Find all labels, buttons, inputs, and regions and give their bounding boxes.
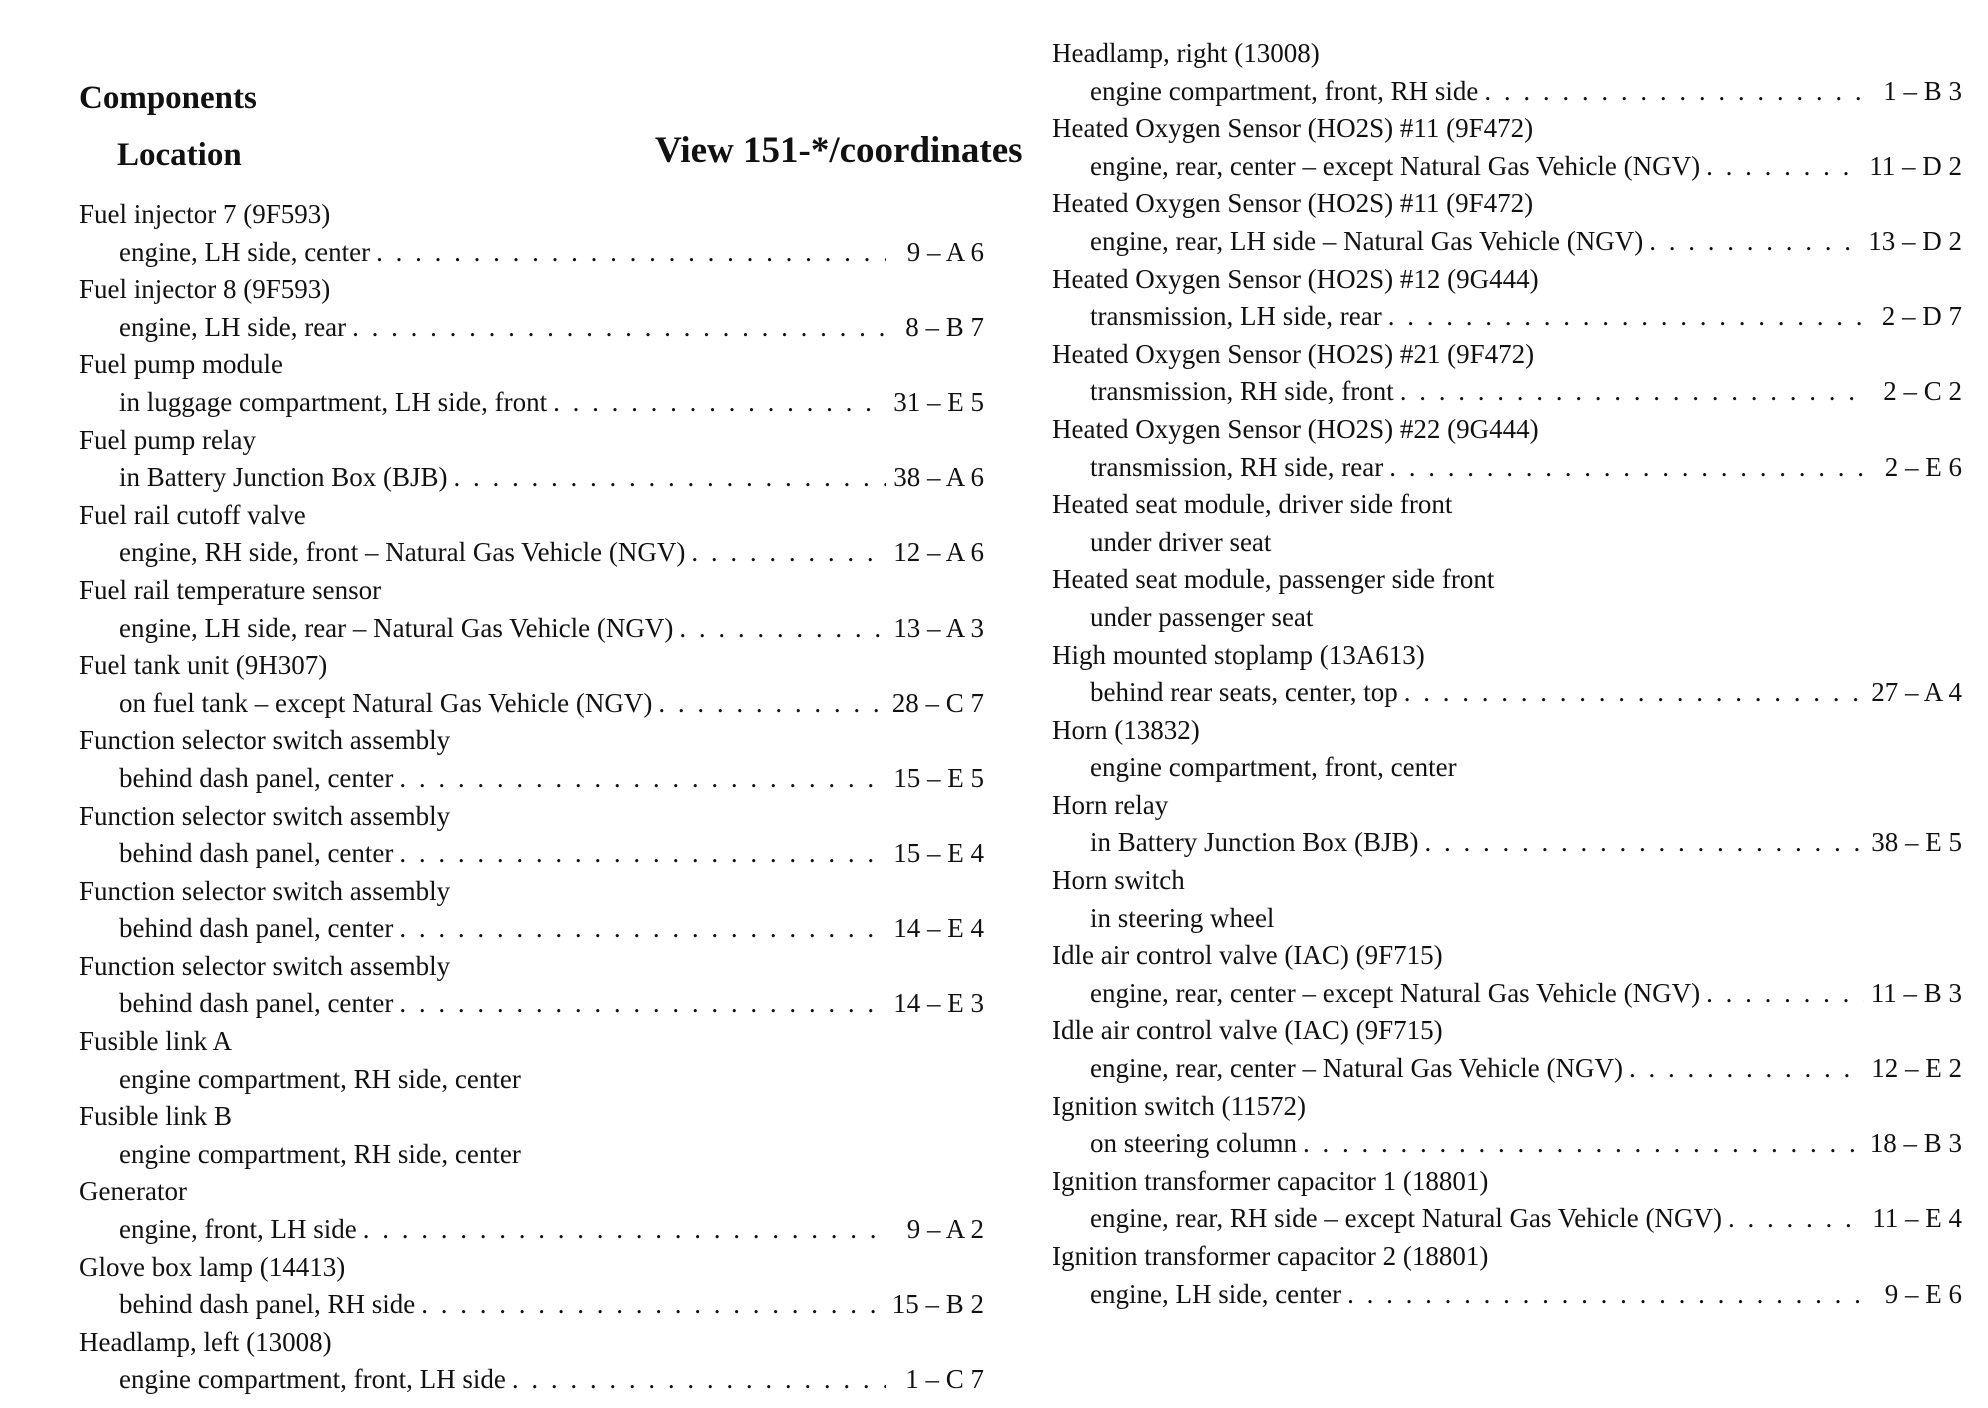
dot-leader bbox=[1706, 148, 1863, 186]
component-name: Heated Oxygen Sensor (HO2S) #12 (9G444) bbox=[1052, 263, 1539, 294]
component-entry bbox=[79, 1098, 984, 1173]
dot-leader bbox=[1400, 373, 1864, 411]
component-location: in steering wheel bbox=[1090, 902, 1275, 933]
component-coordinates: 38 – E 5 bbox=[1871, 827, 1962, 858]
component-name: Heated Oxygen Sensor (HO2S) #22 (9G444) bbox=[1052, 413, 1539, 444]
component-name: Heated seat module, passenger side front bbox=[1052, 564, 1495, 595]
dot-leader bbox=[691, 534, 886, 572]
component-coordinates: 13 – A 3 bbox=[893, 612, 984, 643]
component-location: engine, rear, center – except Natural Gas Vehicle (NGV) bbox=[1090, 977, 1701, 1008]
dot-leader bbox=[1484, 73, 1864, 111]
dot-leader bbox=[679, 610, 886, 648]
component-name: Fuel injector 7 (9F593) bbox=[79, 199, 331, 229]
component-location: engine, LH side, center bbox=[119, 236, 371, 267]
component-name: Fuel injector 8 (9F593) bbox=[79, 274, 331, 305]
component-coordinates: 14 – E 3 bbox=[893, 988, 984, 1019]
component-entry bbox=[79, 1324, 984, 1399]
component-name: Heated Oxygen Sensor (HO2S) #11 (9F472) bbox=[1052, 188, 1534, 219]
component-location: in luggage compartment, LH side, front bbox=[119, 386, 548, 417]
component-coordinates: 27 – A 4 bbox=[1871, 677, 1962, 708]
component-location: in Battery Junction Box (BJB) bbox=[119, 462, 448, 493]
component-location: under passenger seat bbox=[1090, 601, 1314, 632]
component-location: behind rear seats, center, top bbox=[1090, 677, 1398, 708]
component-location: engine compartment, front, LH side bbox=[119, 1364, 506, 1395]
component-coordinates: 9 – E 6 bbox=[1884, 1278, 1962, 1309]
component-entry bbox=[1052, 486, 1962, 561]
component-coordinates: 38 – A 6 bbox=[893, 462, 984, 493]
dot-leader bbox=[453, 459, 886, 497]
dot-leader bbox=[1424, 824, 1864, 862]
component-location: transmission, LH side, rear bbox=[1090, 301, 1382, 332]
component-name: Headlamp, right (13008) bbox=[1052, 38, 1320, 68]
component-entry bbox=[1052, 110, 1962, 185]
dot-leader bbox=[1389, 449, 1864, 487]
component-entry bbox=[79, 798, 984, 873]
dot-leader bbox=[376, 234, 886, 272]
component-entry bbox=[1052, 185, 1962, 260]
component-name: Fusible link B bbox=[79, 1101, 233, 1132]
component-location: under driver seat bbox=[1090, 526, 1272, 557]
component-entry bbox=[79, 196, 984, 271]
component-entry bbox=[79, 948, 984, 1023]
location-heading: Location bbox=[117, 137, 242, 173]
component-entry bbox=[1052, 1238, 1962, 1313]
component-name: Fusible link A bbox=[79, 1026, 233, 1057]
component-name: Ignition transformer capacitor 2 (18801) bbox=[1052, 1241, 1489, 1271]
component-coordinates: 11 – D 2 bbox=[1869, 150, 1962, 181]
component-name: Fuel rail cutoff valve bbox=[79, 499, 306, 530]
component-entry bbox=[1052, 35, 1962, 110]
component-coordinates: 18 – B 3 bbox=[1869, 1128, 1962, 1159]
component-name: Ignition transformer capacitor 1 (18801) bbox=[1052, 1165, 1489, 1196]
component-entry bbox=[79, 422, 984, 497]
component-location: engine compartment, RH side, center bbox=[119, 1138, 521, 1169]
component-entry bbox=[79, 346, 984, 421]
dot-leader bbox=[512, 1361, 886, 1399]
dot-leader bbox=[1629, 1050, 1864, 1088]
dot-leader bbox=[1347, 1276, 1864, 1314]
dot-leader bbox=[658, 685, 885, 723]
components-heading: Components bbox=[79, 80, 257, 116]
dot-leader bbox=[1404, 674, 1864, 712]
component-entry bbox=[79, 271, 984, 346]
left-column bbox=[79, 196, 984, 1399]
component-location: engine, rear, LH side – Natural Gas Vehicle (NGV) bbox=[1090, 225, 1644, 256]
component-coordinates: 15 – E 5 bbox=[893, 762, 984, 793]
component-entry bbox=[79, 647, 984, 722]
component-entry bbox=[1052, 1163, 1962, 1238]
component-entry bbox=[1052, 411, 1962, 486]
component-entry bbox=[1052, 787, 1962, 862]
component-location: in Battery Junction Box (BJB) bbox=[1090, 827, 1419, 858]
dot-leader bbox=[352, 309, 886, 347]
dot-leader bbox=[399, 835, 886, 873]
component-location: engine, LH side, rear – Natural Gas Vehicle (NGV) bbox=[119, 612, 674, 643]
component-name: Horn (13832) bbox=[1052, 714, 1200, 745]
component-coordinates: 1 – B 3 bbox=[1883, 75, 1962, 106]
component-name: Function selector switch assembly bbox=[79, 800, 451, 831]
component-name: Heated Oxygen Sensor (HO2S) #21 (9F472) bbox=[1052, 338, 1535, 369]
component-entry bbox=[1052, 862, 1962, 937]
component-name: Idle air control valve (IAC) (9F715) bbox=[1052, 1015, 1443, 1046]
component-name: Fuel tank unit (9H307) bbox=[79, 650, 328, 681]
dot-leader bbox=[1649, 223, 1862, 261]
component-entry bbox=[1052, 261, 1962, 336]
component-location: engine, rear, RH side – except Natural Gas Vehicle (NGV) bbox=[1090, 1203, 1722, 1234]
component-name: Fuel rail temperature sensor bbox=[79, 574, 382, 605]
component-location: transmission, RH side, front bbox=[1090, 376, 1394, 407]
dot-leader bbox=[399, 760, 886, 798]
component-coordinates: 9 – A 6 bbox=[906, 236, 984, 267]
component-coordinates: 2 – C 2 bbox=[1883, 376, 1962, 407]
component-name: Heated seat module, driver side front bbox=[1052, 489, 1453, 520]
component-location: engine compartment, front, center bbox=[1090, 752, 1457, 783]
component-name: Idle air control valve (IAC) (9F715) bbox=[1052, 940, 1443, 971]
component-entry bbox=[1052, 937, 1962, 1012]
component-entry bbox=[1052, 1088, 1962, 1163]
component-entry bbox=[79, 497, 984, 572]
component-location: engine, front, LH side bbox=[119, 1214, 357, 1245]
dot-leader bbox=[1728, 1200, 1864, 1238]
component-entry bbox=[79, 873, 984, 948]
right-column bbox=[1052, 35, 1962, 1313]
component-location: behind dash panel, RH side bbox=[119, 1289, 416, 1320]
component-name: High mounted stoplamp (13A613) bbox=[1052, 639, 1425, 670]
component-entry bbox=[79, 722, 984, 797]
dot-leader bbox=[1388, 298, 1864, 336]
component-coordinates: 2 – D 7 bbox=[1881, 301, 1962, 332]
component-name: Horn relay bbox=[1052, 789, 1169, 820]
component-coordinates: 31 – E 5 bbox=[893, 386, 984, 417]
component-location: engine, RH side, front – Natural Gas Vehicle (NGV) bbox=[119, 537, 686, 568]
component-name: Horn switch bbox=[1052, 865, 1185, 896]
component-coordinates: 11 – B 3 bbox=[1870, 977, 1962, 1008]
component-name: Fuel pump module bbox=[79, 349, 283, 380]
component-location: behind dash panel, center bbox=[119, 913, 394, 944]
dot-leader bbox=[399, 910, 886, 948]
component-coordinates: 13 – D 2 bbox=[1868, 225, 1962, 256]
component-name: Function selector switch assembly bbox=[79, 725, 451, 756]
component-name: Heated Oxygen Sensor (HO2S) #11 (9F472) bbox=[1052, 113, 1534, 144]
component-coordinates: 28 – C 7 bbox=[891, 687, 984, 718]
component-coordinates: 15 – E 4 bbox=[893, 838, 984, 869]
component-name: Headlamp, left (13008) bbox=[79, 1326, 332, 1357]
component-location: behind dash panel, center bbox=[119, 838, 394, 869]
component-coordinates: 12 – E 2 bbox=[1871, 1053, 1962, 1084]
component-location: on steering column bbox=[1090, 1128, 1297, 1159]
dot-leader bbox=[399, 985, 886, 1023]
dot-leader bbox=[363, 1211, 886, 1249]
component-location: engine compartment, RH side, center bbox=[119, 1063, 521, 1094]
component-entry bbox=[79, 1249, 984, 1324]
component-entry bbox=[79, 1173, 984, 1248]
component-coordinates: 15 – B 2 bbox=[891, 1289, 984, 1320]
component-location: on fuel tank – except Natural Gas Vehicle (NGV) bbox=[119, 687, 653, 718]
component-name: Generator bbox=[79, 1176, 187, 1207]
component-entry bbox=[1052, 712, 1962, 787]
component-name: Glove box lamp (14413) bbox=[79, 1251, 346, 1282]
dot-leader bbox=[1706, 975, 1864, 1013]
component-entry bbox=[79, 572, 984, 647]
component-entry bbox=[1052, 561, 1962, 636]
component-entry bbox=[1052, 637, 1962, 712]
component-coordinates: 9 – A 2 bbox=[906, 1214, 984, 1245]
dot-leader bbox=[553, 384, 886, 422]
component-location: engine, LH side, rear bbox=[119, 311, 347, 342]
component-name: Ignition switch (11572) bbox=[1052, 1090, 1306, 1121]
component-location: engine, rear, center – except Natural Gas Vehicle (NGV) bbox=[1090, 150, 1701, 181]
component-name: Function selector switch assembly bbox=[79, 875, 451, 906]
component-coordinates: 8 – B 7 bbox=[905, 311, 984, 342]
component-location: behind dash panel, center bbox=[119, 762, 394, 793]
component-coordinates: 14 – E 4 bbox=[893, 913, 984, 944]
component-entry bbox=[79, 1023, 984, 1098]
component-location: engine, rear, center – Natural Gas Vehicle (NGV) bbox=[1090, 1053, 1623, 1084]
view-coordinates-heading: View 151-*/coordinates bbox=[655, 130, 1023, 171]
component-coordinates: 1 – C 7 bbox=[905, 1364, 984, 1395]
component-entry bbox=[1052, 1012, 1962, 1087]
dot-leader bbox=[421, 1286, 886, 1324]
component-location: engine, LH side, center bbox=[1090, 1278, 1342, 1309]
component-location: behind dash panel, center bbox=[119, 988, 394, 1019]
component-name: Function selector switch assembly bbox=[79, 950, 451, 981]
component-entry bbox=[1052, 336, 1962, 411]
component-coordinates: 11 – E 4 bbox=[1872, 1203, 1962, 1234]
dot-leader bbox=[1303, 1125, 1864, 1163]
component-coordinates: 12 – A 6 bbox=[893, 537, 984, 568]
component-coordinates: 2 – E 6 bbox=[1884, 451, 1962, 482]
component-location: transmission, RH side, rear bbox=[1090, 451, 1384, 482]
component-location: engine compartment, front, RH side bbox=[1090, 75, 1479, 106]
component-name: Fuel pump relay bbox=[79, 424, 256, 455]
